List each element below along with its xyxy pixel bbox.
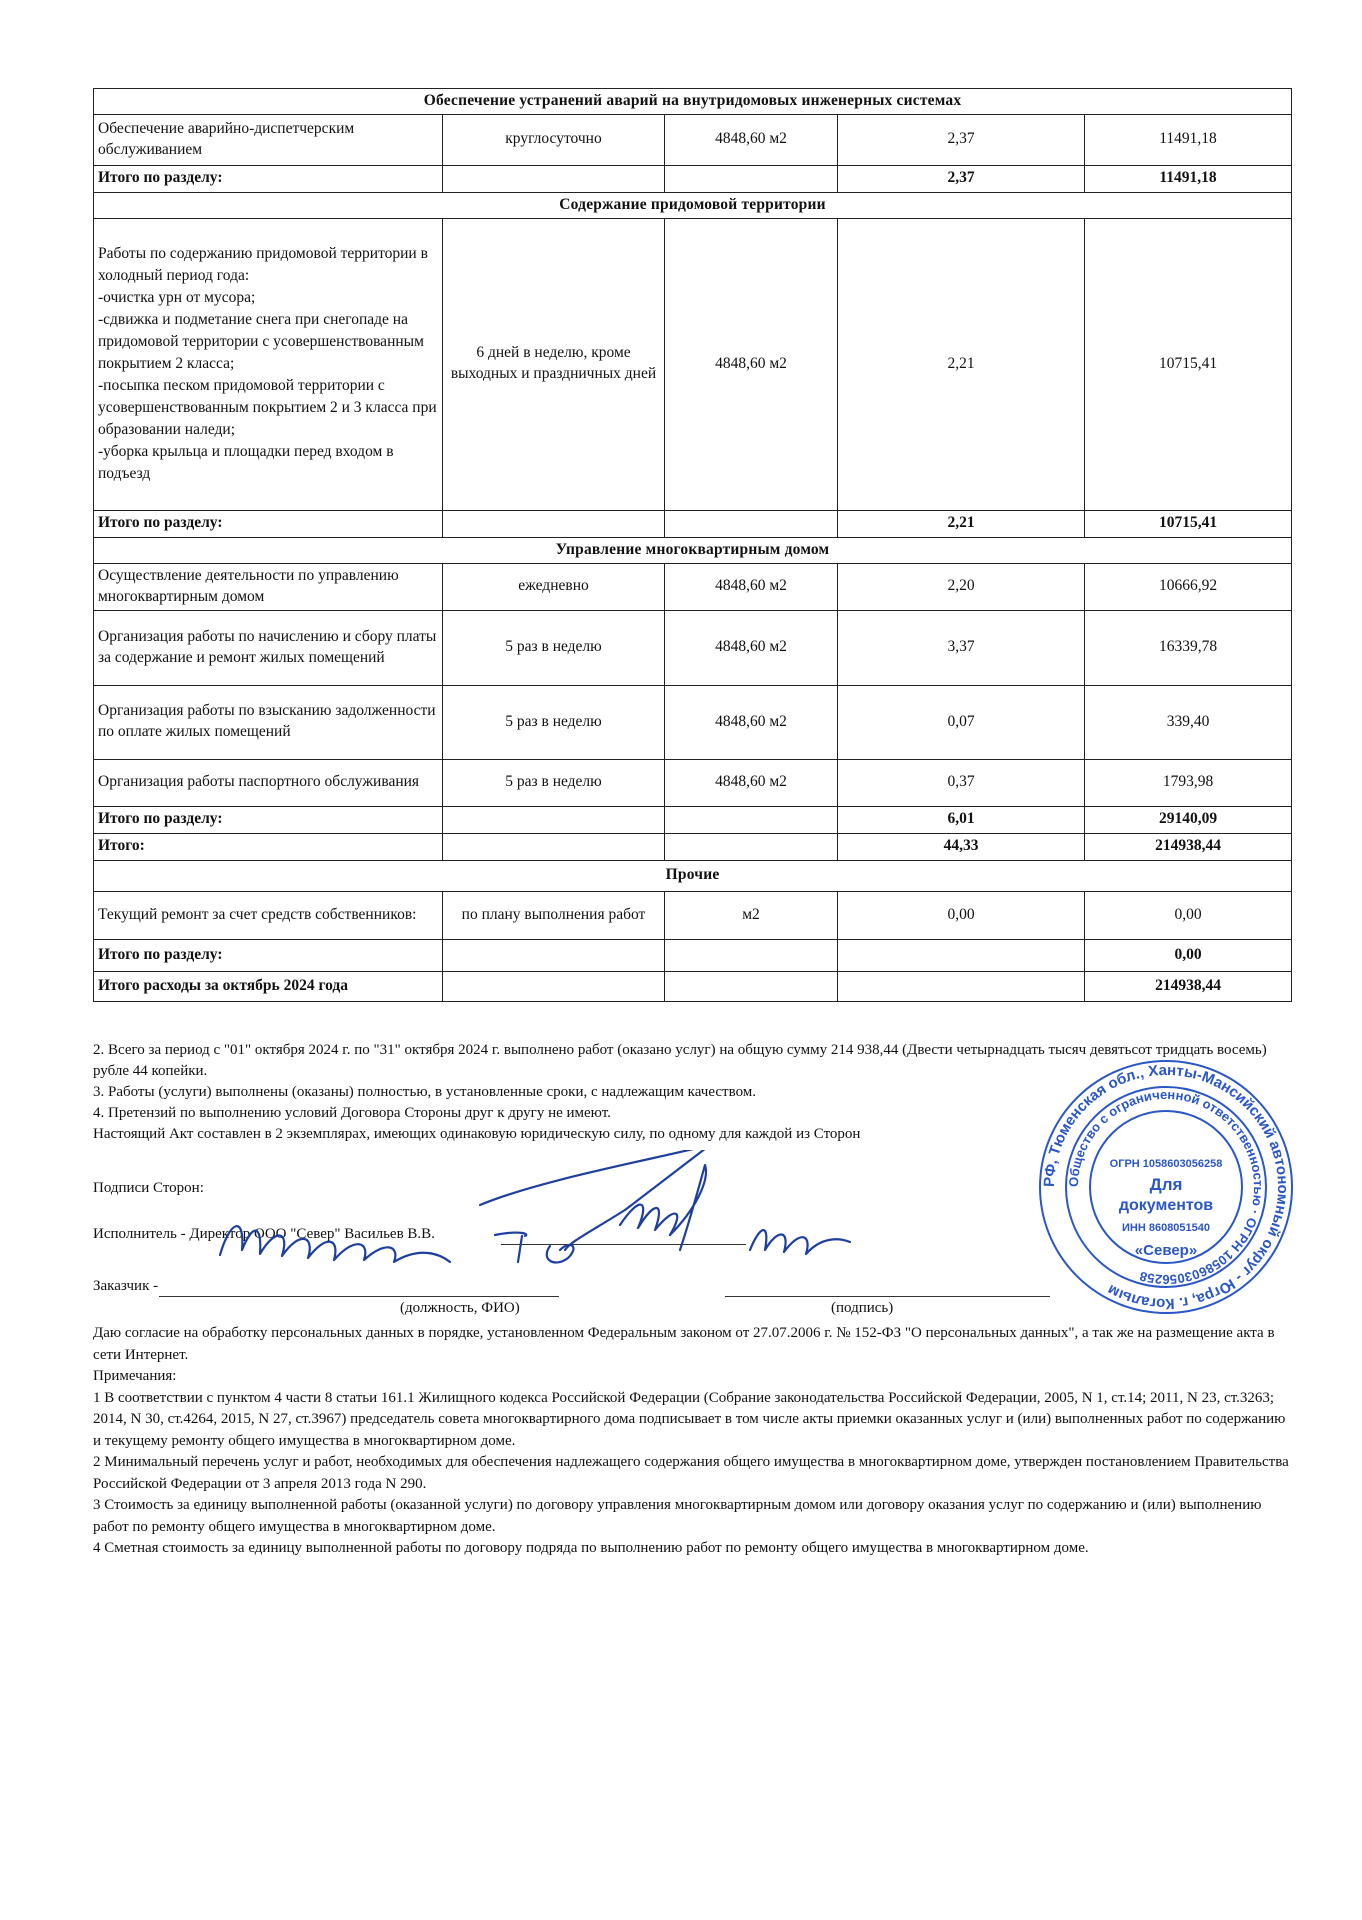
total-rate: 6,01 [838, 806, 1085, 833]
section-total-row [94, 939, 1292, 971]
handwritten-signatures-graphic [150, 1150, 910, 1300]
caption-signature: (подпись) [831, 1300, 894, 1316]
remark-2: 2 Минимальный перечень услуг и работ, необходимых для обеспечения надлежащего содержания общего имущества в многоквартирном доме, утвержден постановлением Правительства Российской Федерации от 3 апреля 2013 года N 290. [93, 1454, 1289, 1492]
service-frequency: 5 раз в неделю [443, 759, 665, 806]
service-area: 4848,60 м2 [665, 563, 838, 610]
service-rate: 2,21 [838, 218, 1085, 510]
service-name: Организация работы паспортного обслуживания [94, 759, 443, 806]
section-title: Обеспечение устранений аварий на внутридомовых инженерных системах [94, 89, 1292, 115]
statement-copies: Настоящий Акт составлен в 2 экземплярах, имеющих одинаковую юридическую силу, по одному для каждой из Сторон [93, 1126, 861, 1142]
service-area: м2 [665, 891, 838, 939]
total-sum: 11491,18 [1085, 165, 1292, 192]
service-sum: 11491,18 [1085, 114, 1292, 165]
total-sum: 10715,41 [1085, 510, 1292, 537]
customer-signature-line [725, 1296, 1050, 1297]
grand-total-label: Итого: [94, 833, 443, 860]
service-rate: 3,37 [838, 610, 1085, 685]
empty-cell [443, 510, 665, 537]
consent-and-remarks [93, 1323, 1293, 1560]
service-name: Организация работы по взысканию задолженности по оплате жилых помещений [94, 685, 443, 759]
section-title: Прочие [94, 860, 1292, 891]
table-row [94, 563, 1292, 610]
service-sum: 1793,98 [1085, 759, 1292, 806]
organization-seal [1034, 1055, 1298, 1319]
table-row [94, 218, 1292, 510]
service-area: 4848,60 м2 [665, 218, 838, 510]
total-rate: 2,37 [838, 165, 1085, 192]
service-rate: 0,07 [838, 685, 1085, 759]
section-total-row [94, 165, 1292, 192]
remark-4: 4 Сметная стоимость за единицу выполненной работы по договору подряда по выполнению работ по ремонту общего имущества в многоквартирном доме. [93, 1540, 1089, 1556]
empty-cell [665, 510, 838, 537]
service-sum: 16339,78 [1085, 610, 1292, 685]
empty-cell [443, 939, 665, 971]
service-line: -сдвижка и подметание снега при снегопаде на придомовой территории с усовершенствованным покрытием 2 класса; [98, 311, 424, 373]
grand-total-sum: 214938,44 [1085, 833, 1292, 860]
seal-ogrn: ОГРН 1058603056258 [1109, 1158, 1223, 1170]
seal-outer-text: РФ, Тюменская обл., Ханты-Мансийский автономный округ - Югра, г. Когалым [1040, 1061, 1292, 1313]
empty-cell [443, 806, 665, 833]
consent-text: Даю согласие на обработку персональных данных в порядке, установленном Федеральным законом от 27.07.2006 г. № 152-ФЗ "О персональных данных", а так же на размещение акта в сети Интернет. [93, 1325, 1275, 1363]
final-total-sum: 214938,44 [1085, 971, 1292, 1001]
service-name: Осуществление деятельности по управлению многоквартирным домом [94, 563, 443, 610]
empty-cell [665, 833, 838, 860]
service-line: -посыпка песком придомовой территории с усовершенствованным покрытием 2 и 3 класса при образовании наледи; [98, 377, 437, 439]
service-area: 4848,60 м2 [665, 685, 838, 759]
seal-inner-text: Общество с ограниченной ответственностью · ОГРН 1058603056258 [1065, 1086, 1267, 1288]
section-total-row [94, 806, 1292, 833]
service-frequency: 5 раз в неделю [443, 685, 665, 759]
executor-signature-line [501, 1244, 746, 1245]
remark-3: 3 Стоимость за единицу выполненной работы (оказанной услуги) по договору управления многоквартирным домом или договору оказания услуг по содержанию и (или) выполнению работ по ремонту общего имущества в многоквартирном доме. [93, 1497, 1262, 1535]
empty-cell [443, 165, 665, 192]
service-frequency: ежедневно [443, 563, 665, 610]
total-label: Итого по разделу: [94, 939, 443, 971]
empty-cell [665, 165, 838, 192]
empty-cell [443, 833, 665, 860]
service-rate: 2,20 [838, 563, 1085, 610]
seal-center-line2: документов [1118, 1197, 1214, 1214]
services-table [93, 88, 1292, 1002]
service-sum: 10666,92 [1085, 563, 1292, 610]
remarks-title: Примечания: [93, 1368, 177, 1384]
service-rate: 0,00 [838, 891, 1085, 939]
service-area: 4848,60 м2 [665, 610, 838, 685]
empty-cell [665, 939, 838, 971]
service-name: Текущий ремонт за счет средств собственников: [94, 891, 443, 939]
caption-position-name: (должность, ФИО) [400, 1300, 520, 1316]
total-sum: 0,00 [1085, 939, 1292, 971]
service-name: Организация работы по начислению и сбору платы за содержание и ремонт жилых помещений [94, 610, 443, 685]
seal-inn: ИНН 8608051540 [1121, 1222, 1211, 1234]
total-sum: 29140,09 [1085, 806, 1292, 833]
service-rate: 2,37 [838, 114, 1085, 165]
statement-total: 2. Всего за период с "01" октября 2024 г. по "31" октября 2024 г. выполнено работ (оказано услуг) на общую сумму 214 938,44 (Двести четырнадцать тысяч девятьсот тридцать восемь) рубле 44 копейки. [93, 1042, 1267, 1079]
table-row [94, 759, 1292, 806]
section-title: Управление многоквартирным домом [94, 537, 1292, 563]
section-total-row [94, 510, 1292, 537]
service-frequency: круглосуточно [443, 114, 665, 165]
section-header-row [94, 192, 1292, 218]
service-line: -уборка крыльца и площадки перед входом в подъезд [98, 443, 394, 483]
executor-label: Исполнитель - Директор ООО "Север" Васильев В.В. [93, 1226, 435, 1242]
empty-cell [838, 971, 1085, 1001]
section-header-row [94, 860, 1292, 891]
service-sum: 0,00 [1085, 891, 1292, 939]
statement-claims: 4. Претензий по выполнению условий Договора Стороны друг к другу не имеют. [93, 1105, 611, 1121]
total-label: Итого по разделу: [94, 510, 443, 537]
service-sum: 10715,41 [1085, 218, 1292, 510]
signatures-heading: Подписи Сторон: [93, 1180, 204, 1196]
remark-1: 1 В соответствии с пунктом 4 части 8 статьи 161.1 Жилищного кодекса Российской Федерации (Собрание законодательства Российской Федерации, 2005, N 1, ст.14; 2011, N 23, ст.3263; 2014, N 30, ст.4264, 2015, N 27, ст.3967) председатель совета многоквартирного дома подписывает в том числе акты приемки оказанных услуг и (или) выполненных работ по содержанию и текущему ремонту общего имущества в многоквартирном доме. [93, 1389, 1286, 1449]
service-rate: 0,37 [838, 759, 1085, 806]
statement-quality: 3. Работы (услуги) выполнены (оказаны) полностью, в установленные сроки, с надлежащим качеством. [93, 1084, 757, 1100]
section-header-row [94, 89, 1292, 115]
service-line: -очистка урн от мусора; [98, 289, 256, 307]
service-sum: 339,40 [1085, 685, 1292, 759]
section-title: Содержание придомовой территории [94, 192, 1292, 218]
customer-label: Заказчик - [93, 1278, 159, 1294]
empty-cell [665, 971, 838, 1001]
seal-center-line1: Для [1149, 1175, 1183, 1194]
table-row [94, 114, 1292, 165]
service-area: 4848,60 м2 [665, 759, 838, 806]
empty-cell [665, 806, 838, 833]
service-frequency: 6 дней в неделю, кроме выходных и праздничных дней [443, 218, 665, 510]
final-total-label: Итого расходы за октябрь 2024 года [94, 971, 443, 1001]
customer-name-line [159, 1296, 559, 1297]
seal-org-name: «Север» [1134, 1242, 1198, 1259]
table-row [94, 685, 1292, 759]
empty-cell [443, 971, 665, 1001]
service-area: 4848,60 м2 [665, 114, 838, 165]
section-header-row [94, 537, 1292, 563]
table-row [94, 610, 1292, 685]
service-name [94, 218, 443, 510]
total-label: Итого по разделу: [94, 165, 443, 192]
service-name: Обеспечение аварийно-диспетчерским обслуживанием [94, 114, 443, 165]
service-frequency: по плану выполнения работ [443, 891, 665, 939]
table-row [94, 891, 1292, 939]
total-rate: 2,21 [838, 510, 1085, 537]
service-line: Работы по содержанию придомовой территории в холодный период года: [98, 245, 428, 285]
service-frequency: 5 раз в неделю [443, 610, 665, 685]
final-total-row [94, 971, 1292, 1001]
grand-total-rate: 44,33 [838, 833, 1085, 860]
empty-cell [838, 939, 1085, 971]
grand-total-row [94, 833, 1292, 860]
total-label: Итого по разделу: [94, 806, 443, 833]
